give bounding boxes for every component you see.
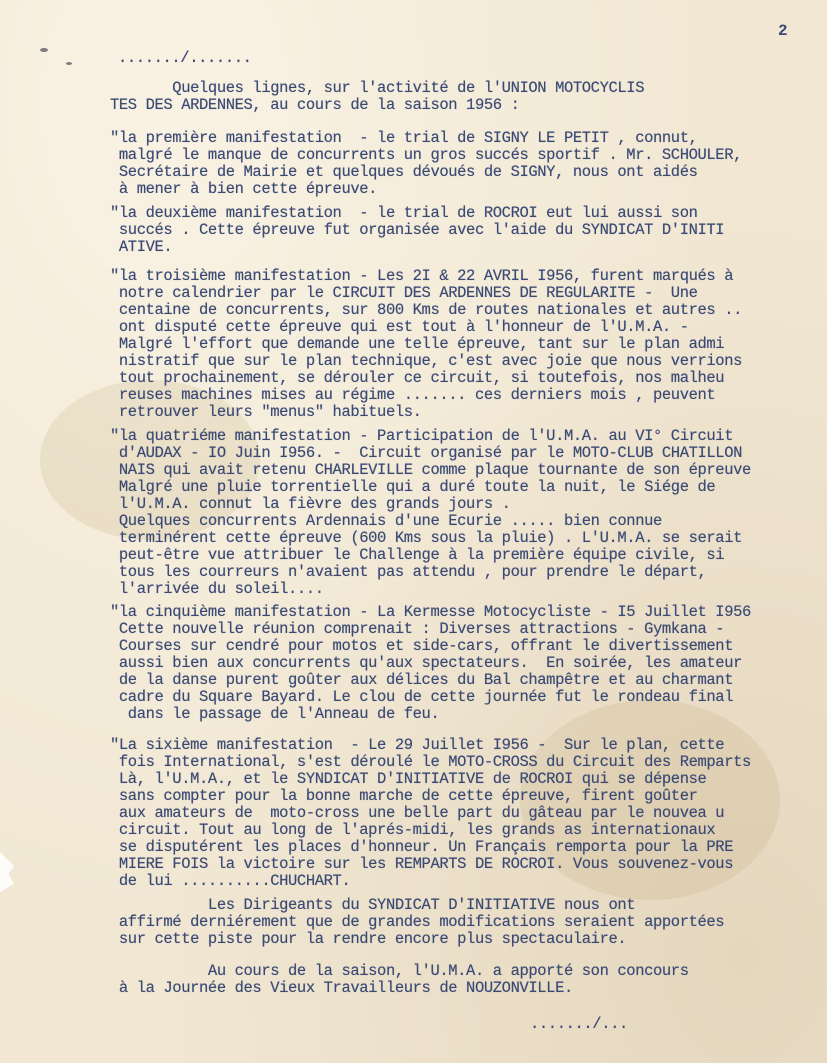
torn-edge xyxy=(0,852,14,892)
sixth-event-line: "La sixième manifestation - Le 29 Juillet I956 - Sur le plan, cette xyxy=(110,736,725,754)
fourth-event-line: "la quatriéme manifestation - Participation de l'U.M.A. au VI° Circuit xyxy=(110,427,734,445)
fifth-event-line: cadre du Square Bayard. Le clou de cette journée fut le rondeau final xyxy=(110,688,734,706)
third-event-line: retrouver leurs "menus" habituels. xyxy=(110,403,422,421)
fourth-event-line: peut-être vue attribuer le Challenge à la première équipe civile, si xyxy=(110,546,725,564)
sixth-event-line: fois International, s'est déroulé le MOTO-CROSS du Circuit des Remparts xyxy=(110,753,751,771)
fifth-event-line: dans le passage de l'Anneau de feu. xyxy=(110,705,440,723)
sixth-event-line: de lui ..........CHUCHART. xyxy=(110,872,351,890)
third-event-line: ont disputé cette épreuve qui est tout à l'honneur de l'U.M.A. - xyxy=(110,318,689,336)
fourth-event-line: NAIS qui avait retenu CHARLEVILLE comme plaque tournante de son épreuve xyxy=(110,461,751,479)
first-event-line: à mener à bien cette épreuve. xyxy=(110,180,378,198)
sixth-event-line: aux amateurs de moto-cross une belle part du gâteau par le nouvea u xyxy=(110,804,725,822)
intro-line-2: TES DES ARDENNES, au cours de la saison 1956 : xyxy=(110,96,520,114)
syndicat-paragraph-line: affirmé derniérement que de grandes modifications seraient apportées xyxy=(110,913,725,931)
intro-line-1: Quelques lignes, sur l'activité de l'UNION MOTOCYCLIS xyxy=(110,79,645,97)
fourth-event-line: d'AUDAX - IO Juin I956. - Circuit organisé par le MOTO-CLUB CHATILLON xyxy=(110,444,743,462)
fifth-event-line: Courses sur cendré pour motos et side-cars, offrant le divertissement xyxy=(110,637,734,655)
syndicat-paragraph-line: Les Dirigeants du SYNDICAT D'INITIATIVE nous ont xyxy=(110,896,636,914)
fifth-event-line: aussi bien aux concurrents qu'aux spectateurs. En soirée, les amateur xyxy=(110,654,743,672)
fourth-event-line: terminérent cette épreuve (600 Kms sous la pluie) . L'U.M.A. se serait xyxy=(110,529,743,547)
syndicat-paragraph-line: sur cette piste pour la rendre encore plus spectaculaire. xyxy=(110,930,627,948)
third-event-line: nistratif que sur le plan technique, c'est avec joie que nous verrions xyxy=(110,352,743,370)
closing-paragraph-line: à la Journée des Vieux Travailleurs de NOUZONVILLE. xyxy=(110,979,573,997)
first-event-line: "la première manifestation - le trial de SIGNY LE PETIT , connut, xyxy=(110,129,698,147)
sixth-event-line: sans compter pour la bonne marche de cette épreuve, firent goûter xyxy=(110,787,698,805)
header-separator: ......./....... xyxy=(118,49,252,67)
page-number: 2 xyxy=(778,22,788,40)
ink-mark xyxy=(40,48,48,52)
sixth-event-line: Là, l'U.M.A., et le SYNDICAT D'INITIATIVE de ROCROI qui se dépense xyxy=(110,770,707,788)
third-event-line: reuses machines mises au régime ....... ces derniers mois , peuvent xyxy=(110,386,716,404)
second-event-line: ATIVE. xyxy=(110,238,173,256)
sixth-event-line: circuit. Tout au long de l'aprés-midi, les grands as internationaux xyxy=(110,821,716,839)
fifth-event-line: "la cinquième manifestation - La Kermesse Motocycliste - I5 Juillet I956 xyxy=(110,603,751,621)
first-event-line: Secrétaire de Mairie et quelques dévoués de SIGNY, nous ont aidés xyxy=(110,163,698,181)
sixth-event-line: MIERE FOIS la victoire sur les REMPARTS DE ROCROI. Vous souvenez-vous xyxy=(110,855,734,873)
second-event-line: succés . Cette épreuve fut organisée avec l'aide du SYNDICAT D'INITI xyxy=(110,221,725,239)
first-event-line: malgré le manque de concurrents un gros succés sportif . Mr. SCHOULER, xyxy=(110,146,743,164)
second-event-line: "la deuxième manifestation - le trial de ROCROI eut lui aussi son xyxy=(110,204,698,222)
footer-separator: ......./... xyxy=(530,1015,628,1033)
third-event-line: "la troisième manifestation - Les 2I & 22 AVRIL I956, furent marqués à xyxy=(110,267,734,285)
third-event-line: Malgré l'effort que demande une telle épreuve, tant sur le plan admi xyxy=(110,335,725,353)
fourth-event-line: Quelques concurrents Ardennais d'une Ecurie ..... bien connue xyxy=(110,512,662,530)
ink-mark xyxy=(66,62,72,65)
third-event-line: tout prochainement, se dérouler ce circuit, si toutefois, nos malheu xyxy=(110,369,725,387)
fourth-event-line: tous les courreurs n'avaient pas attendu , pour prendre le départ, xyxy=(110,563,707,581)
closing-paragraph-line: Au cours de la saison, l'U.M.A. a apporté son concours xyxy=(110,962,689,980)
third-event-line: centaine de concurrents, sur 800 Kms de routes nationales et autres .. xyxy=(110,301,743,319)
sixth-event-line: se disputérent les places d'honneur. Un Français remporta pour la PRE xyxy=(110,838,734,856)
fourth-event-line: l'U.M.A. connut la fièvre des grands jours . xyxy=(110,495,511,513)
fourth-event-line: l'arrivée du soleil.... xyxy=(110,580,324,598)
fifth-event-line: Cette nouvelle réunion comprenait : Diverses attractions - Gymkana - xyxy=(110,620,725,638)
fifth-event-line: de la danse purent goûter aux délices du Bal champêtre et au charmant xyxy=(110,671,734,689)
fourth-event-line: Malgré une pluie torrentielle qui a duré toute la nuit, le Siége de xyxy=(110,478,716,496)
third-event-line: notre calendrier par le CIRCUIT DES ARDENNES DE REGULARITE - Une xyxy=(110,284,698,302)
